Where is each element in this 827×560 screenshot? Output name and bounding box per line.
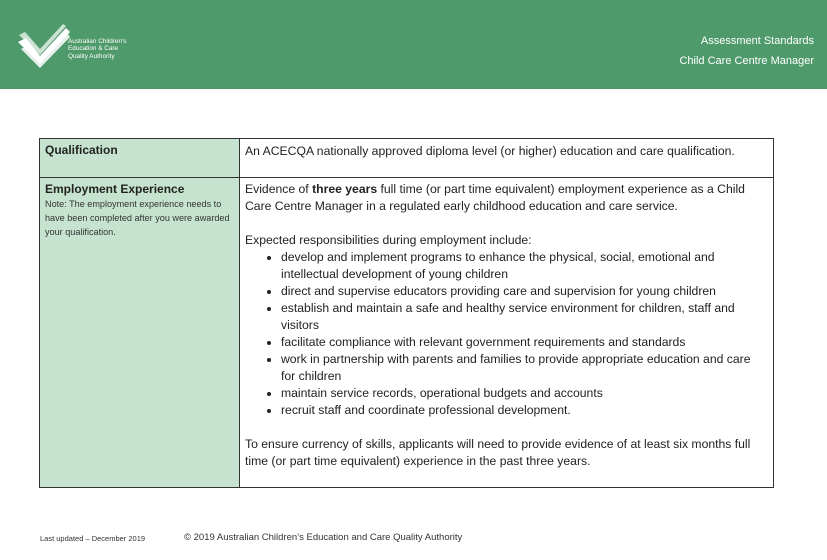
intro-text: full time (or part time equivalent) employment experience as a Child Care Centre Manager in a regulated early childhood education and care service. [245,182,745,213]
list-item: • maintain service records, operational budgets and accounts [281,385,768,402]
employment-intro [245,181,768,215]
logo-line: Australian Children's [68,38,127,45]
list-item: • develop and implement programs to enhance the physical, social, emotional and intellectual development of young children [281,249,768,283]
table-row-employment [40,178,774,488]
intro-text: Evidence of [245,182,313,196]
header-subtitle: Child Care Centre Manager [679,55,814,67]
logo-wordmark [68,38,126,60]
qualification-text: An ACECQA nationally approved diploma level (or higher) education and care qualification. [245,144,735,158]
copyright: © 2019 Australian Children’s Education and Care Quality Authority [184,532,463,543]
label-cell [40,178,240,488]
header-titles [679,31,814,71]
responsibilities-heading: Expected responsibilities during employment include: [245,233,532,247]
content-cell [240,139,774,178]
label-cell [40,139,240,178]
list-item: • direct and supervise educators providing care and supervision for young children [281,283,768,300]
standards-table [39,138,774,488]
list-item: • recruit staff and coordinate professional development. [281,402,768,419]
list-item: • establish and maintain a safe and healthy service environment for children, staff and visitors [281,300,768,334]
list-item: • facilitate compliance with relevant government requirements and standards [281,334,768,351]
table-row-qualification [40,139,774,178]
tick-checkmark-logo-icon [16,22,72,70]
employment-label: Employment Experience [45,182,185,196]
responsibilities-list [245,249,768,419]
employment-note: Note: The employment experience needs to have been completed after you were awarded your qualification. [45,199,230,237]
content-cell [240,178,774,488]
page-header [0,0,827,89]
header-title: Assessment Standards [700,35,814,47]
last-updated: Last updated – December 2019 [40,534,146,543]
intro-bold: three years [312,182,378,196]
logo-line: Quality Authority [68,52,115,60]
qualification-label: Qualification [45,143,118,157]
logo-line: Education & Care [68,45,119,53]
currency-text: To ensure currency of skills, applicants will need to provide evidence of at least six months full time (or part time equivalent) experience in the past three years. [245,437,751,468]
list-item: • work in partnership with parents and families to provide appropriate education and care for children [281,351,768,385]
